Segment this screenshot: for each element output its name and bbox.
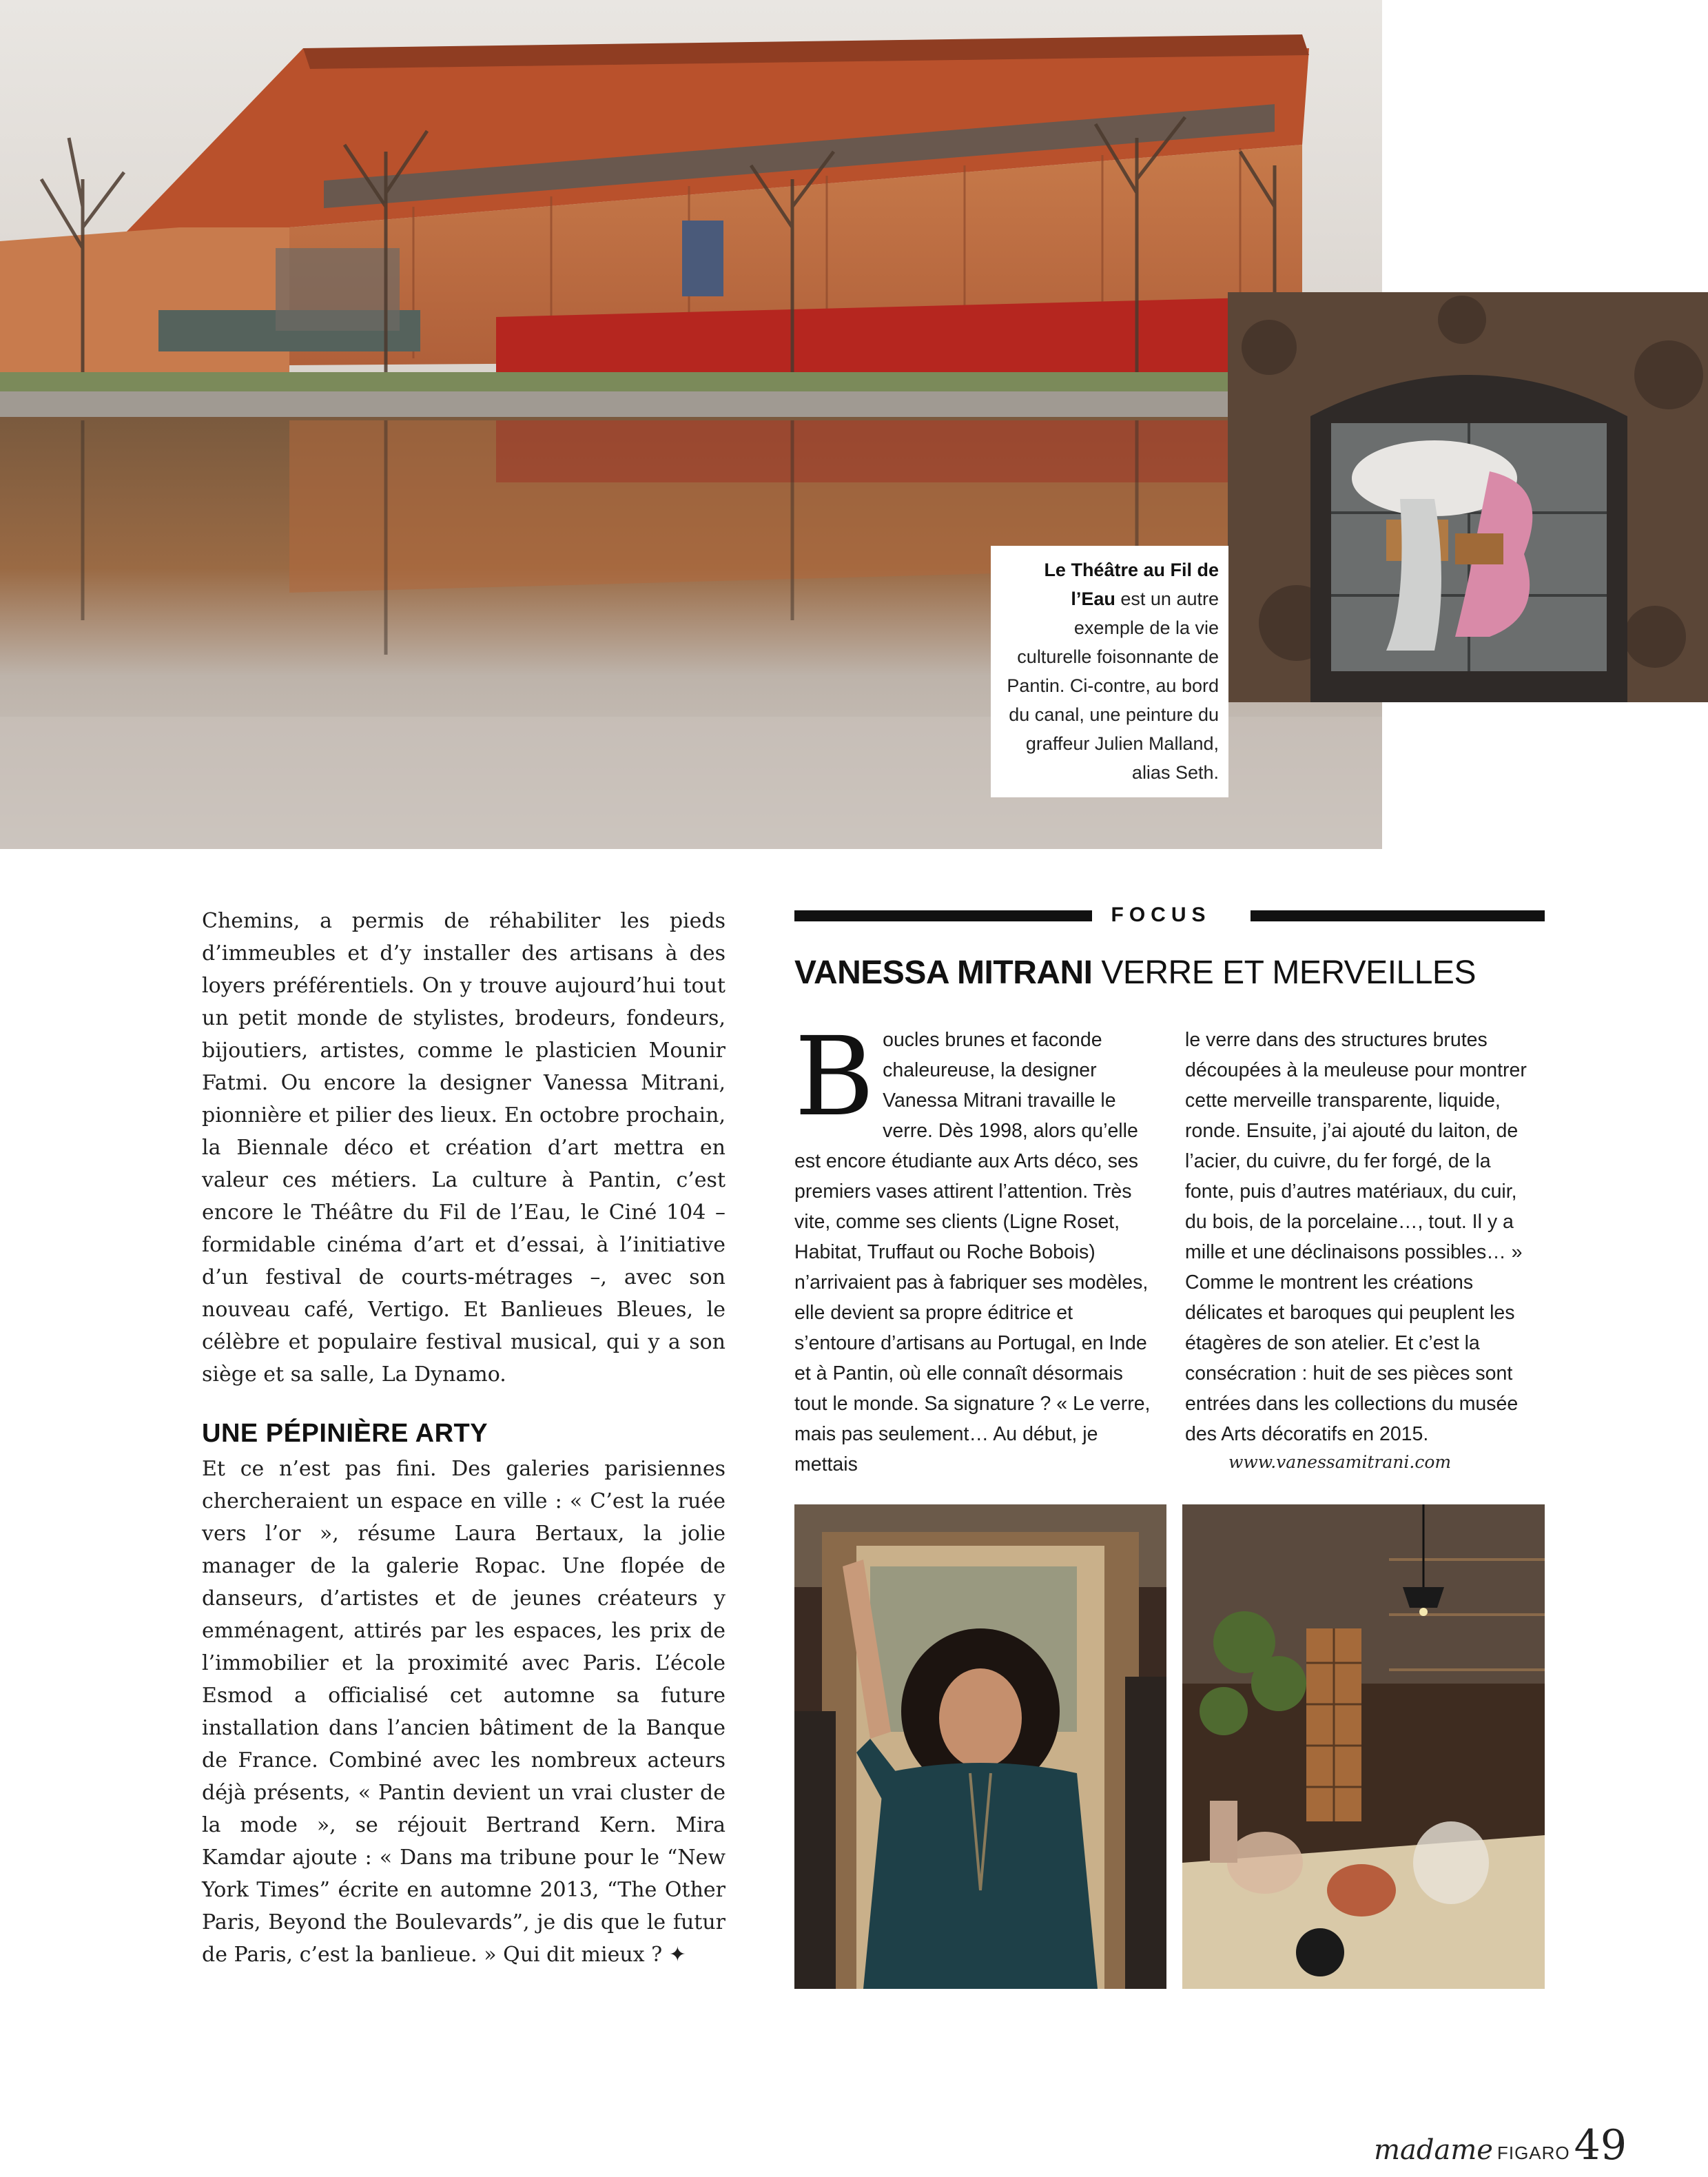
focus-label: FOCUS <box>1111 903 1211 926</box>
photo-atelier-glassware <box>1182 1504 1545 1989</box>
page-footer <box>1374 2121 1627 2169</box>
article-left-column <box>202 905 726 1971</box>
magazine-name-b: FIGARO <box>1496 2143 1570 2163</box>
focus-title <box>794 952 1476 994</box>
caption-text: est un autre exemple de la vie culturelle foisonnante de Pantin. Ci-contre, au bord du canal, une peinture du graffeur Julien Malland, alias Seth. <box>1007 589 1219 783</box>
focus-rule-right <box>1251 910 1545 921</box>
article-paragraph-1: Chemins, a permis de réhabiliter les pieds d’immeubles et d’y installer des artisans à des loyers préférentiels. On y trouve aujourd’hui tout un petit monde de stylistes, brodeurs, fondeurs, bijoutiers, artistes, comme le plasticien Mounir Fatmi. Ou encore la designer Vanessa Mitrani, pionnière et pilier des lieux. En octobre prochain, la Biennale déco et création d’art mettra en valeur ces métiers. La culture à Pantin, c’est encore le Théâtre du Fil de l’Eau, le Ciné 104 – formidable cinéma d’art et d’essai, à l’initiative d’un festival de courts-métrages –, avec son nouveau café, Vertigo. Et Banlieues Bleues, le célèbre et populaire festival musical, qui y a son siège et sa salle, La Dynamo. <box>202 909 726 1387</box>
focus-column-1 <box>794 1014 1153 1480</box>
focus-title-subject: VERRE ET MERVEILLES <box>1092 954 1476 991</box>
caption-bold-lead: Le Théâtre au Fil de l’Eau <box>1044 560 1219 609</box>
inset-photo-graffiti-door <box>1228 292 1708 702</box>
focus-column-2: le verre dans des structures brutes découpées à la meuleuse pour montrer cette merveille transparente, liquide, ronde. Ensuite, j’ai ajouté du laiton, de l’acier, du cuivre, du fer forgé, de la fonte, puis d’autres matériaux, du cuir, du bois, de la porcelaine…, tout. Il y a mille et une déclinaisons possibles… » Comme le montrent les créations délicates et baroques qui peuplent les étagères de son atelier. Et c’est la consécration : huit de ses pièces sont entrées dans les collections du musée des Arts décoratifs en 2015. <box>1185 1029 1527 1445</box>
article-paragraph-2-text: Et ce n’est pas fini. Des galeries parisiennes chercheraient un espace en ville : « C’est la ruée vers l’or », résume Laura Bertaux, la jolie manager de la galerie Ropac. Une flopée de danseurs, d’artistes et de jeunes créateurs y emménagent, attirés par les espaces, les prix de l’immobilier et la proximité avec Paris. L’école Esmod a officialisé cet automne sa future installation dans l’ancien bâtiment de la Banque de France. Combiné avec les nombreux acteurs déjà présents, « Pantin devient un vrai cluster de la mode », se réjouit Bertrand Kern. Mira Kamdar ajoute : « Dans ma tribune pour le “New York Times” écrite en automne 2013, “The Other Paris, Beyond the Boulevards”, je dis que le futur de Paris, c’est la banlieue. » Qui dit mieux ? <box>202 1457 726 1967</box>
article-subheading: UNE PÉPINIÈRE ARTY <box>202 1419 488 1448</box>
photo-designer-portrait <box>794 1504 1166 1989</box>
focus-title-name: VANESSA MITRANI <box>794 954 1093 991</box>
photo-caption <box>991 546 1228 797</box>
end-mark-icon: ✦ <box>668 1943 686 1967</box>
focus-dropcap: B <box>794 1014 875 1141</box>
magazine-name-a: madame <box>1374 2134 1493 2166</box>
page-number: 49 <box>1574 2121 1627 2169</box>
focus-website: www.vanessamitrani.com <box>1228 1452 1452 1472</box>
focus-column-1-text: oucles brunes et faconde chaleureuse, la designer Vanessa Mitrani travaille le verre. Dès 1998, alors qu’elle est encore étudiante aux Arts déco, ses premiers vases attirent l’attention. Très vite, comme ses clients (Ligne Roset, Habitat, Truffaut ou Roche Bobois) n’arrivaient pas à fabriquer ses modèles, elle devient sa propre éditrice et s’entoure d’artisans au Portugal, en Inde et à Pantin, où elle connaît désormais tout le monde. Sa signature ? « Le verre, mais pas seulement… Au début, je mettais <box>794 1029 1151 1475</box>
focus-rule-left <box>794 910 1092 921</box>
article-paragraph-2 <box>202 1453 726 1971</box>
